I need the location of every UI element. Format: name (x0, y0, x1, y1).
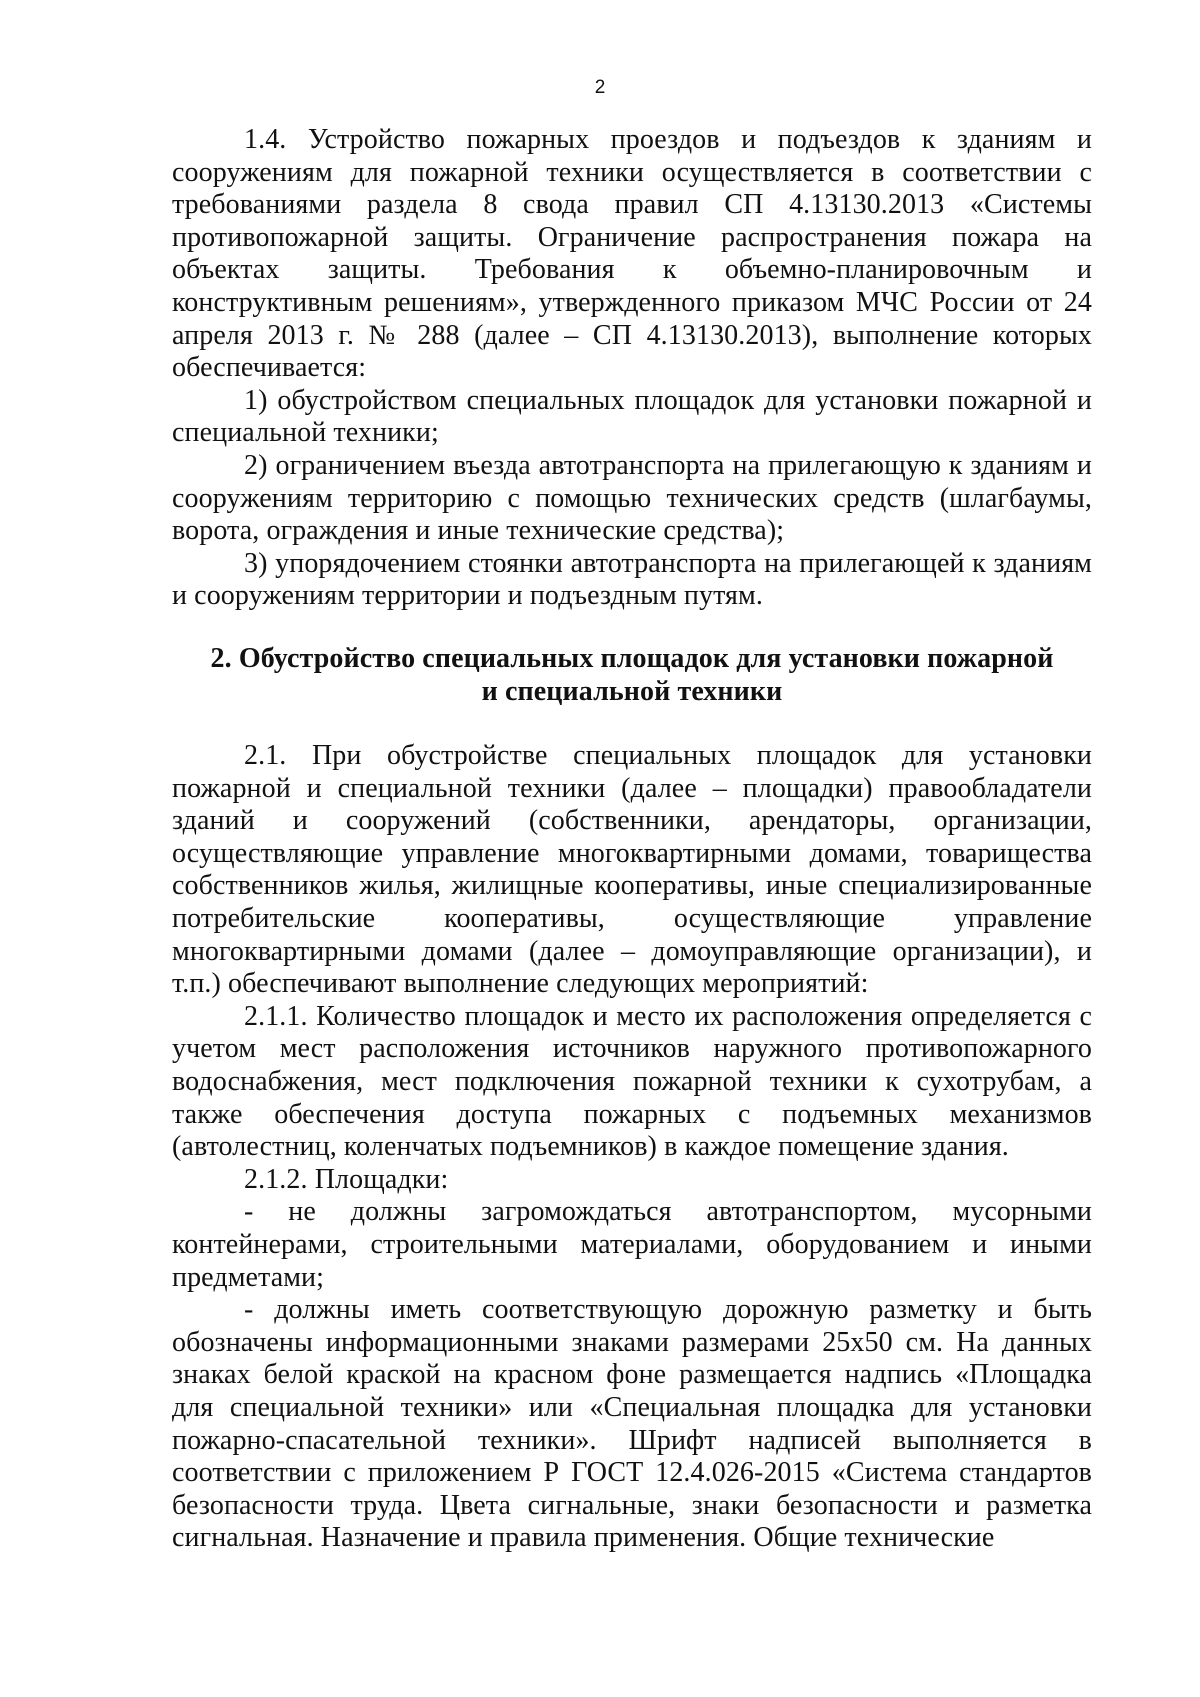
bullet-item-2: - должны иметь соответствующую дорожную разметку и быть обозначены информационными знаками размерами 25х50 см. На данных знаках белой краской на красном фоне размещается надпись «Площадка для специальной техники» или «Специальная площадка для установки пожарно-спасательной техники». Шрифт надписей выполняется в соответствии с приложением Р ГОСТ 12.4.026-2015 «Система стандартов безопасности труда. Цвета сигнальные, знаки безопасности и разметка сигнальная. Назначение и правила применения. Общие технические (172, 1294, 1092, 1554)
section-2-heading (172, 643, 1092, 708)
paragraph-2-1-1: 2.1.1. Количество площадок и место их расположения определяется с учетом мест расположения источников наружного противопожарного водоснабжения, мест подключения пожарной техники к сухотрубам, а также обеспечения доступа пожарных с подъемных механизмов (автолестниц, коленчатых подъемников) в каждое помещение здания. (172, 1000, 1092, 1163)
paragraph-2-1: 2.1. При обустройстве специальных площадок для установки пожарной и специальной техники (далее – площадки) правообладатели зданий и сооружений (собственники, арендаторы, организации, осуществляющие управление многоквартирными домами, товарищества собственников жилья, жилищные кооперативы, иные специализированные потребительские кооперативы, осуществляющие управление многоквартирными домами (далее – домоуправляющие организации), и т.п.) обеспечивают выполнение следующих мероприятий: (172, 740, 1092, 1000)
list-item-2: 2) ограничением въезда автотранспорта на прилегающую к зданиям и сооружениям территорию с помощью технических средств (шлагбаумы, ворота, ограждения и иные технические средства); (172, 449, 1092, 547)
section-2-heading-line-2: и специальной техники (481, 675, 783, 707)
list-item-3: 3) упорядочением стоянки автотранспорта на прилегающей к зданиям и сооружениям территории и подъездным путям. (172, 547, 1092, 612)
section-2-heading-line-1: 2. Обустройство специальных площадок для установки пожарной (210, 642, 1054, 674)
paragraph-2-1-2: 2.1.2. Площадки: (244, 1163, 449, 1195)
page-number: 2 (594, 77, 606, 98)
bullet-item-1: - не должны загромождаться автотранспортом, мусорными контейнерами, строительными материалами, оборудованием и иными предметами; (172, 1196, 1092, 1293)
document-body (172, 124, 1092, 1555)
list-item-1: 1) обустройством специальных площадок для установки пожарной и специальной техники; (172, 384, 1092, 449)
paragraph-1-4: 1.4. Устройство пожарных проездов и подъездов к зданиям и сооружениям для пожарной техники осуществляется в соответствии с требованиями раздела 8 свода правил СП 4.13130.2013 «Системы противопожарной защиты. Ограничение распространения пожара на объектах защиты. Требования к объемно-планировочным и конструктивным решениям», утвержденного приказом МЧС России от 24 апреля 2013 г. № 288 (далее – СП 4.13130.2013), выполнение которых обеспечивается: (172, 124, 1092, 384)
